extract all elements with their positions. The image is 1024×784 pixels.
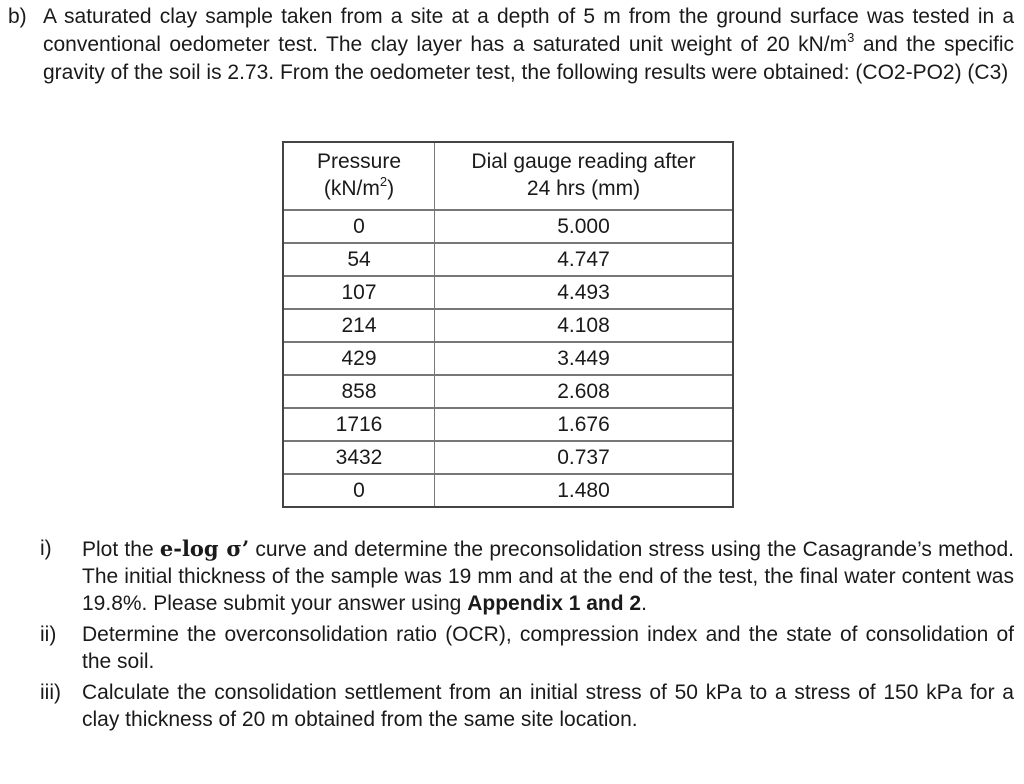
part-iii [40, 679, 1014, 733]
reading-cell: 0.737 [435, 442, 732, 475]
pressure-cell: 0 [284, 211, 435, 244]
table-row [284, 343, 732, 376]
reading-cell: 3.449 [435, 343, 732, 376]
table-row [284, 409, 732, 442]
pressure-cell: 54 [284, 244, 435, 277]
question-parts [40, 535, 1014, 737]
reading-cell: 4.747 [435, 244, 732, 277]
table-row [284, 475, 732, 506]
part-text: Calculate the consolidation settlement from an initial stress of 50 kPa to a stress of 150 kPa for a clay thickness of 20 m obtained from the same site location. [82, 681, 1014, 731]
dial-reading-column-header [435, 143, 732, 211]
pressure-cell: 429 [284, 343, 435, 376]
reading-cell: 5.000 [435, 211, 732, 244]
pressure-header-unit: $(kN/m^2)$ [323, 174, 395, 200]
table-row [284, 244, 732, 277]
part-i [40, 535, 1014, 617]
pressure-cell: 1716 [284, 409, 435, 442]
part-number: i) [40, 537, 52, 560]
question-label: b) [8, 5, 27, 28]
intro-superscript: 3 [847, 30, 855, 45]
table-row [284, 277, 732, 310]
pressure-header-line1: Pressure [316, 150, 402, 173]
part-number: iii) [40, 681, 61, 704]
part-text: Plot the e-log σ’ curve and determine the preconsolidation stress using the Casagrande’s method. The initial thickness of the sample was 19 mm and at the end of the test, the final water content was 19.8%. Please submit your answer using Appendix 1 and 2. [82, 536, 1014, 615]
pressure-column-header [284, 143, 435, 211]
e-log-curve-term: e-log σ’ [159, 536, 250, 561]
pressure-cell: 3432 [284, 442, 435, 475]
reading-cell: 1.676 [435, 409, 732, 442]
table-row [284, 442, 732, 475]
appendix-reference: Appendix 1 and 2 [467, 592, 642, 615]
oedometer-results-table [282, 141, 734, 508]
reading-cell: 2.608 [435, 376, 732, 409]
dial-header-line1: Dial gauge reading after [471, 150, 696, 173]
question-intro-text [43, 3, 1014, 87]
question-intro [8, 3, 1014, 87]
dial-header-line2: 24 hrs (mm) [526, 177, 641, 200]
intro-text-part1: A saturated clay sample taken from a site at a depth of 5 m from the ground surface was tested in a conventional oedometer test. The clay layer has a saturated unit weight of 20 kN/m [43, 5, 1014, 56]
pressure-cell: 858 [284, 376, 435, 409]
table-row [284, 376, 732, 409]
part-ii [40, 621, 1014, 675]
table-row [284, 310, 732, 343]
reading-cell: 1.480 [557, 478, 610, 502]
pressure-cell: 107 [284, 277, 435, 310]
table-header-row [284, 143, 732, 211]
part-number: ii) [40, 623, 57, 646]
table-row [284, 211, 732, 244]
reading-cell: 4.108 [435, 310, 732, 343]
pressure-cell: 0 [284, 475, 435, 506]
intro-text-part2: and the specific gravity of the soil is 2.73. From the oedometer test, the following results were obtained: (CO2-PO2) (C3) [43, 33, 1014, 84]
pressure-cell: 214 [284, 310, 435, 343]
reading-cell: 4.493 [435, 277, 732, 310]
part-text: Determine the overconsolidation ratio (OCR), compression index and the state of consolidation of the soil. [82, 623, 1014, 673]
